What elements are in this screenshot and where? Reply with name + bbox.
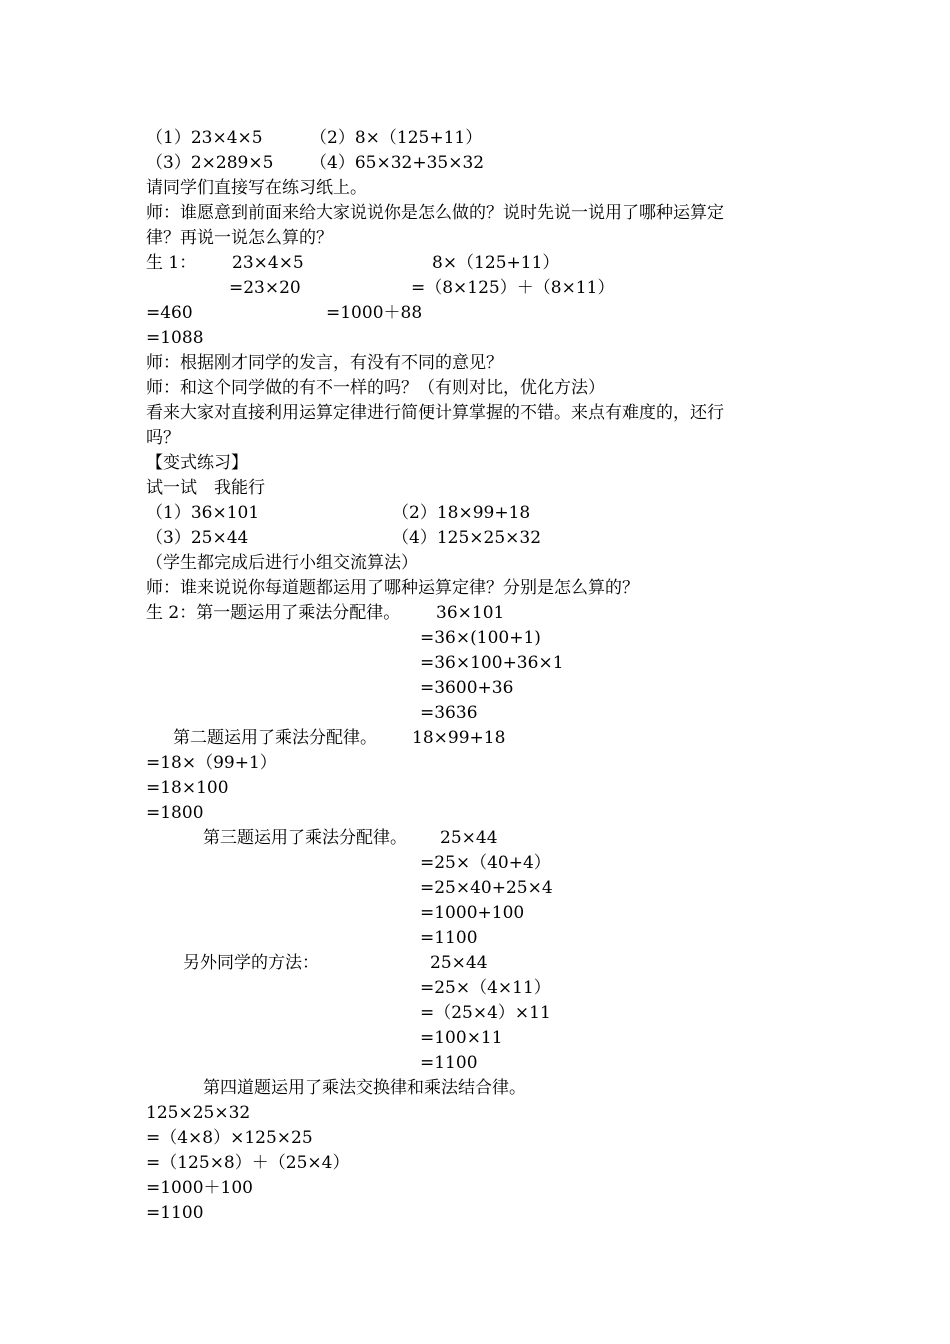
text-line: =（125×8）＋（25×4） xyxy=(146,1153,350,1173)
text-line: =3636 xyxy=(420,703,478,723)
text-line: =1100 xyxy=(420,1053,478,1073)
text-line: =1100 xyxy=(420,928,478,948)
text-line: =36×100+36×1 xyxy=(420,653,564,673)
text-line: 36×101 xyxy=(436,603,505,623)
text-line: 25×44 xyxy=(430,953,488,973)
text-line: =25×40+25×4 xyxy=(420,878,553,898)
text-line: =（25×4）×11 xyxy=(420,1003,551,1023)
text-line: 第四道题运用了乘法交换律和乘法结合律。 xyxy=(203,1078,526,1098)
text-line: 另外同学的方法： xyxy=(183,953,319,973)
text-line: 律？再说一说怎么算的？ xyxy=(146,228,333,248)
text-line: 师：和这个同学做的有不一样的吗？（有则对比，优化方法） xyxy=(146,378,605,398)
text-line: 看来大家对直接利用运算定律进行简便计算掌握的不错。来点有难度的，还行 xyxy=(146,403,724,423)
text-line: 试一试 我能行 xyxy=(146,478,265,498)
text-line: =（8×125）＋（8×11） xyxy=(411,278,615,298)
text-line: 23×4×5 xyxy=(232,253,304,273)
text-line: （学生都完成后进行小组交流算法） xyxy=(146,553,418,573)
text-line: =1000＋88 xyxy=(326,303,423,323)
text-line: （3）25×44 xyxy=(146,528,249,548)
text-line: （4）125×25×32 xyxy=(392,528,542,548)
text-line: =460 xyxy=(146,303,193,323)
text-line: =（4×8）×125×25 xyxy=(146,1128,313,1148)
text-line: =3600+36 xyxy=(420,678,514,698)
text-line: =23×20 xyxy=(229,278,301,298)
text-line: （1）23×4×5 xyxy=(146,128,263,148)
text-line: 生 1： xyxy=(146,253,197,273)
text-line: 请同学们直接写在练习纸上。 xyxy=(146,178,367,198)
text-line: （4）65×32+35×32 xyxy=(310,153,485,173)
text-line: 125×25×32 xyxy=(146,1103,251,1123)
text-line: 第二题运用了乘法分配律。 xyxy=(173,728,377,748)
text-line: =1100 xyxy=(146,1203,204,1223)
text-line: 师：谁愿意到前面来给大家说说你是怎么做的？说时先说一说用了哪种运算定 xyxy=(146,203,724,223)
text-line: =18×（99+1） xyxy=(146,753,277,773)
section-heading: 【变式练习】 xyxy=(146,453,248,473)
text-line: =36×(100+1) xyxy=(420,628,541,648)
text-line: 生 2：第一题运用了乘法分配律。 xyxy=(146,603,401,623)
text-line: =1800 xyxy=(146,803,204,823)
text-line: 8×（125+11） xyxy=(432,253,560,273)
text-line: 第三题运用了乘法分配律。 xyxy=(203,828,407,848)
text-line: （1）36×101 xyxy=(146,503,260,523)
text-line: 师：根据刚才同学的发言，有没有不同的意见？ xyxy=(146,353,503,373)
text-line: =25×（40+4） xyxy=(420,853,551,873)
text-line: 18×99+18 xyxy=(412,728,506,748)
text-line: 师：谁来说说你每道题都运用了哪种运算定律？分别是怎么算的？ xyxy=(146,578,639,598)
text-line: 吗？ xyxy=(146,428,180,448)
text-line: =1088 xyxy=(146,328,204,348)
text-line: （2）18×99+18 xyxy=(392,503,531,523)
text-line: （3）2×289×5 xyxy=(146,153,274,173)
text-line: =1000+100 xyxy=(420,903,525,923)
text-line: =25×（4×11） xyxy=(420,978,551,998)
text-line: （2）8×（125+11） xyxy=(310,128,483,148)
text-line: =100×11 xyxy=(420,1028,503,1048)
text-line: 25×44 xyxy=(440,828,498,848)
text-line: =18×100 xyxy=(146,778,229,798)
text-line: =1000＋100 xyxy=(146,1178,253,1198)
